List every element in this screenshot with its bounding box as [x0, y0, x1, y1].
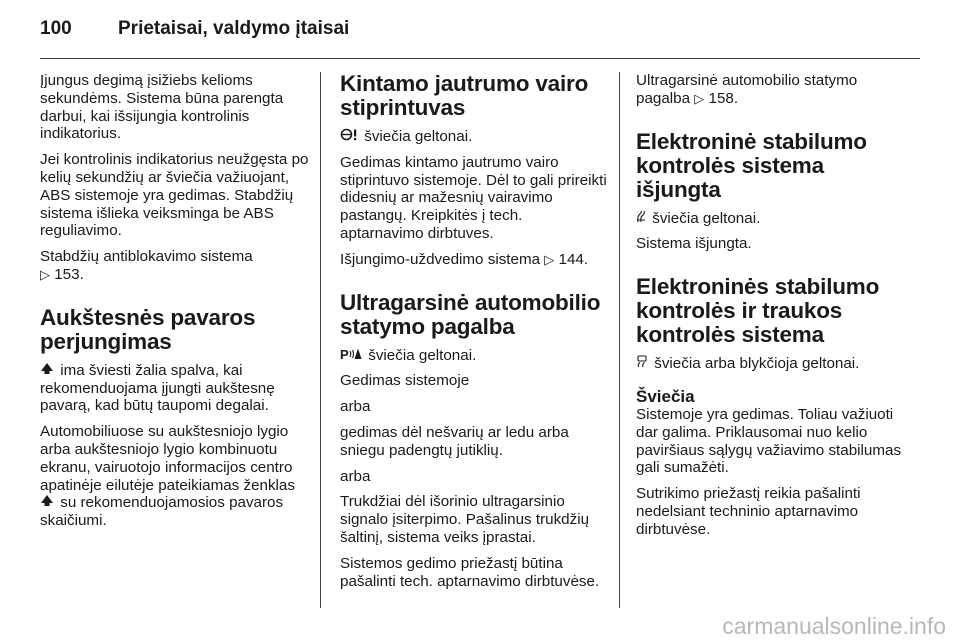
parking-paragraph-4: gedimas dėl nešvarių ar ledu arba sniegu padengtų jutiklių. — [340, 423, 569, 459]
parking-paragraph-6: Trukdžiai dėl išorinio ultragarsinio signalo įsiterpimo. Pašalinus trukdžių šaltinį, sistema veiks įprastai. — [340, 493, 590, 546]
esc-off-paragraph-1 — [636, 210, 908, 228]
page-header — [40, 18, 920, 48]
page-number: 100 — [40, 18, 72, 39]
column-3 — [636, 72, 908, 547]
shift-up-icon — [40, 494, 54, 512]
shift-paragraph-2 — [40, 423, 312, 530]
heading-esc-off: Elektroninė stabilumo kontrolės sistema išjungta — [636, 128, 867, 202]
steering-cross-reference — [340, 251, 610, 269]
header-rule — [40, 58, 920, 59]
steering-paragraph-2: Gedimas kintamo jautrumo vairo stiprintuvo sistemoje. Dėl to gali prireikti didesnių ar mažesnių vairavimo pastangų. Kreipkitės į tech. aptarnavimo dirbtuves. — [340, 153, 607, 242]
parking-paragraph-2: Gedimas sistemoje — [340, 372, 470, 390]
heading-esc: Elektroninės stabilumo kontrolės ir traukos kontrolės sistema — [636, 274, 880, 348]
heading-lit: Šviečia — [636, 386, 695, 406]
heading-steering: Kintamo jautrumo vairo stiprintuvas — [340, 71, 589, 120]
column-separator-2 — [619, 72, 620, 608]
esc-off-text-1: šviečia geltonai. — [652, 209, 761, 227]
svg-text:P: P — [340, 346, 349, 360]
column-1 — [40, 72, 312, 538]
running-title: Prietaisai, valdymo įtaisai — [118, 18, 350, 39]
column-separator-1 — [320, 72, 321, 608]
esc-off-paragraph-2: Sistema išjungta. — [636, 235, 752, 253]
parking-reference-page[interactable]: 158. — [708, 89, 739, 107]
parking-paragraph-3: arba — [340, 398, 371, 416]
abs-paragraph-2: Jei kontrolinis indikatorius neužgęsta po kelių sekundžių ar šviečia važiuojant, ABS sistemoje yra gedimas. Stabdžių sistema išlieka veiksminga be ABS reguliavimo. — [40, 151, 309, 240]
shift-text-2a: Automobiliuose su aukštesniojo lygio arba aukštesniojo lygio kombinuotu ekranu, vairuotojo informacijos centro apatinėje eilutėje pateikiamas ženklas — [40, 423, 295, 494]
abs-paragraph-1: Įjungus degimą įsižiebs kelioms sekundėms. Sistema būna parengta darbui, kai išsijungia kontrolinis indikatorius. — [40, 72, 284, 143]
shift-text-1: ima šviesti žalia spalva, kai rekomenduojama įjungti aukštesnę pavarą, kad būtų taupomi degalai. — [40, 361, 275, 415]
heading-parking: Ultragarsinė automobilio statymo pagalba — [340, 289, 601, 339]
steering-warning-icon — [340, 128, 358, 146]
lit-paragraph-2: Sutrikimo priežastį reikia pašalinti nedelsiant techninio aptarnavimo dirbtuvėse. — [636, 485, 861, 538]
steering-reference-text: Išjungimo-uždvedimo sistema — [340, 250, 541, 268]
abs-reference-text: Stabdžių antiblokavimo sistema — [40, 248, 253, 266]
parking-paragraph-5: arba — [340, 467, 371, 485]
esc-icon — [636, 355, 648, 373]
ref-arrow-icon: ▷ — [694, 90, 705, 106]
ref-arrow-icon: ▷ — [544, 251, 555, 267]
ref-arrow-icon: ▷ — [40, 266, 50, 282]
steering-reference-page[interactable]: 144. — [558, 250, 589, 268]
shift-paragraph-1 — [40, 362, 312, 415]
parking-paragraph-1 — [340, 347, 610, 365]
shift-text-2b: su rekomenduojamosios pavaros skaičiumi. — [40, 494, 284, 530]
steering-text-1: šviečia geltonai. — [364, 128, 473, 145]
parking-text-1: šviečia geltonai. — [368, 346, 477, 364]
abs-cross-reference — [40, 248, 312, 284]
parking-reference-text: Ultragarsinė automobilio statymo pagalba — [636, 72, 858, 107]
parking-cross-reference — [636, 72, 908, 108]
steering-paragraph-1 — [340, 128, 610, 146]
lit-paragraph-1: Sistemoje yra gedimas. Toliau važiuoti dar galima. Priklausomai nuo kelio paviršiaus sąlygų važiavimo stabilumas gali sumažėti. — [636, 405, 902, 477]
column-2 — [340, 72, 610, 598]
heading-shift: Aukštesnės pavaros perjungimas — [40, 304, 256, 354]
shift-up-icon — [40, 362, 54, 380]
abs-reference-page[interactable]: 153. — [54, 265, 84, 283]
parking-paragraph-7: Sistemos gedimo priežastį būtina pašalinti tech. aptarnavimo dirbtuvėse. — [340, 554, 600, 590]
esc-paragraph-1 — [636, 355, 908, 373]
esc-text-1: šviečia arba blykčioja geltonai. — [654, 355, 860, 373]
parking-assist-icon — [340, 347, 362, 365]
esc-off-icon — [636, 210, 646, 228]
watermark: carmanualsonline.info — [722, 613, 946, 639]
